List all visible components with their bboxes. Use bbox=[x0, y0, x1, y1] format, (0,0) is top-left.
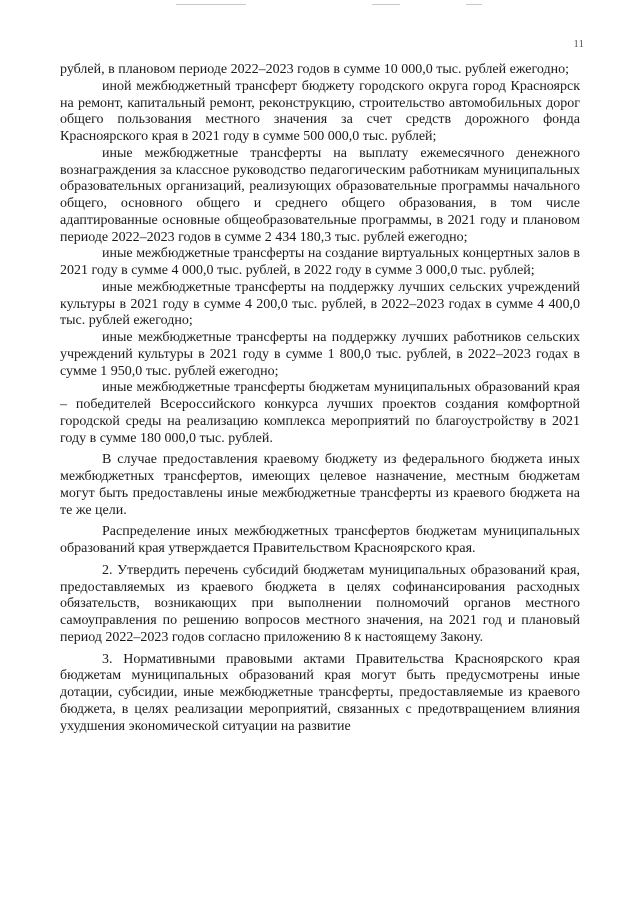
page-number: 11 bbox=[573, 38, 584, 50]
paragraph: В случае предоставления краевому бюджету из федерального бюджета иных межбюджетных трансфертов, имеющих целевое назначение, местным бюджетам могут быть предоставлены иные межбюджетные трансферты из краевого бюджета на те же цели. bbox=[60, 452, 580, 518]
paragraph: 3. Нормативными правовыми актами Правительства Красноярского края бюджетам муниципальных образований края могут быть предусмотрены иные дотации, субсидии, иные межбюджетные трансферты, предоставляемые из краевого бюджета, в целях реализации мероприятий, связанных с предотвращением влияния ухудшения экономической ситуации на развитие bbox=[60, 651, 580, 734]
paragraph: иные межбюджетные трансферты на поддержку лучших сельских учреждений культуры в 2021 году в сумме 4 200,0 тыс. рублей, в 2022–2023 годах в сумме 4 400,0 тыс. рублей ежегодно; bbox=[60, 279, 580, 329]
paragraph: иные межбюджетные трансферты на создание виртуальных концертных залов в 2021 году в сумме 4 000,0 тыс. рублей, в 2022 году в сумме 3 000,0 тыс. рублей; bbox=[60, 246, 580, 278]
scan-artifact bbox=[372, 4, 400, 5]
paragraph: иной межбюджетный трансферт бюджету городского округа город Красноярск на ремонт, капитальный ремонт, реконструкцию, строительство автомобильных дорог общего пользования местного значения за счет средств дорожного фонда Красноярского края в 2021 году в сумме 500 000,0 тыс. рублей; bbox=[60, 78, 580, 144]
paragraph: 2. Утвердить перечень субсидий бюджетам муниципальных образований края, предоставляемых из краевого бюджета в целях софинансирования расходных обязательств, возникающих при выполнении полномочий органов местного самоуправления по решению вопросов местного значения, на 2021 год и плановый период 2022–2023 годов согласно приложению 8 к настоящему Закону. bbox=[60, 562, 580, 645]
document-body bbox=[60, 62, 580, 735]
scan-artifact bbox=[466, 4, 482, 5]
paragraph: иные межбюджетные трансферты на поддержку лучших работников сельских учреждений культуры в 2021 году в сумме 1 800,0 тыс. рублей, в 2022–2023 годах в сумме 1 950,0 тыс. рублей ежегодно; bbox=[60, 330, 580, 379]
paragraph: рублей, в плановом периоде 2022–2023 годов в сумме 10 000,0 тыс. рублей ежегодно; bbox=[60, 62, 569, 77]
paragraph: Распределение иных межбюджетных трансфертов бюджетам муниципальных образований края утверждается Правительством Красноярского края. bbox=[60, 524, 580, 556]
scan-artifact bbox=[176, 4, 246, 5]
paragraph: иные межбюджетные трансферты на выплату ежемесячного денежного вознаграждения за классное руководство педагогическим работникам муниципальных образовательных организаций, реализующих образовательные программы начального общего, основного общего и среднего общего образования, в том числе адаптированные основные общеобразовательные программы, в 2021 году и плановом периоде 2022–2023 годов в сумме 2 434 180,3 тыс. рублей ежегодно; bbox=[60, 145, 580, 245]
paragraph: иные межбюджетные трансферты бюджетам муниципальных образований края – победителей Всероссийского конкурса лучших проектов создания комфортной городской среды на реализацию комплекса мероприятий по благоустройству в 2021 году в сумме 180 000,0 тыс. рублей. bbox=[60, 380, 580, 446]
